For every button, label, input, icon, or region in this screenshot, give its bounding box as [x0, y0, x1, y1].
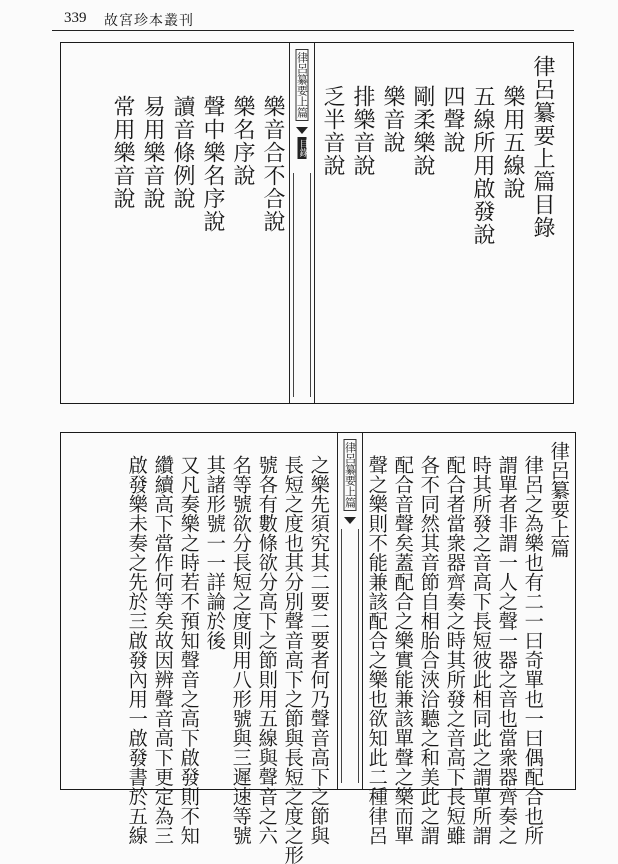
text-column: 聲之樂則不能兼該配合之樂也欲知此二種律呂 — [365, 455, 389, 845]
strip-title: 律呂纂要上篇 — [296, 49, 309, 121]
toc-entry: 樂名序說 — [230, 95, 255, 187]
toc-entry: 讀音條例說 — [170, 95, 195, 210]
toc-entry: 樂用五線說 — [500, 85, 525, 200]
bottom-page-text — [60, 432, 576, 864]
toc-entry: 樂音說 — [380, 85, 405, 154]
text-column: 長短之度也其分別聲音高下之節與長短之度之形 — [281, 455, 305, 864]
strip-inner-rule — [293, 173, 311, 397]
toc-entry: 乏半音說 — [320, 85, 345, 177]
chapter-title: 律呂纂要上篇 — [547, 441, 571, 558]
strip-title: 律呂纂要上篇 — [344, 439, 357, 511]
running-header — [40, 10, 578, 32]
text-column: 各不同然其音節自相胎合浹洽聽之和美此之謂 — [417, 455, 441, 845]
series-title: 故宮珍本叢刊 — [104, 13, 194, 29]
text-column: 之樂先須究其二要二要者何乃聲音高下之節與 — [307, 455, 331, 845]
toc-entry: 樂音合不合說 — [260, 95, 285, 233]
fishtail-mark — [296, 127, 308, 134]
center-fold-strip — [337, 433, 363, 789]
text-column: 啟發樂未奏之先於三啟發內用一啟發書於五線 — [125, 455, 149, 845]
toc-entry: 聲中樂名序說 — [200, 95, 225, 233]
header-rule — [52, 30, 574, 31]
text-column: 纘續高下當作何等矣故因辨聲音高下更定為三 — [151, 455, 175, 845]
toc-entry: 剛柔樂說 — [410, 85, 435, 177]
toc-entry: 排樂音說 — [350, 85, 375, 177]
top-page-table-of-contents — [60, 42, 574, 404]
strip-subtitle: 目錄 — [297, 139, 308, 157]
text-column: 又凡奏樂之時若不預知聲音之高下啟發則不知 — [177, 455, 201, 845]
toc-entry: 四聲說 — [440, 85, 465, 154]
text-column: 律呂之為樂也有二一曰奇單也一曰偶配合也所 — [521, 455, 545, 845]
toc-entry: 易用樂音說 — [140, 95, 165, 210]
text-column: 時其所發之音高下長短彼此相同此之謂單所謂 — [469, 455, 493, 845]
toc-entry: 五線所用啟發說 — [470, 85, 495, 246]
text-column: 配合者當衆器齊奏之時其所發之音高下長短雖 — [443, 455, 467, 845]
text-column: 謂單者非謂一人之聲一器之音也當衆器齊奏之 — [495, 455, 519, 845]
text-column: 名等號欲分長短之度則用八形號與三遲速等號 — [229, 455, 253, 845]
strip-inner-rule — [341, 529, 359, 783]
fishtail-mark — [344, 517, 356, 524]
text-column: 配合音聲矣蓋配合之樂實能兼該單聲之樂而單 — [391, 455, 415, 845]
toc-title: 律呂纂要上篇目錄 — [530, 55, 555, 239]
page-number: 339 — [64, 10, 87, 26]
center-fold-strip — [289, 43, 315, 403]
toc-entry: 常用樂音說 — [110, 95, 135, 210]
text-column: 其諸形號一一詳論於後 — [203, 455, 227, 650]
text-column: 號各有數條欲分高下之節則用五線與聲音之六 — [255, 455, 279, 845]
